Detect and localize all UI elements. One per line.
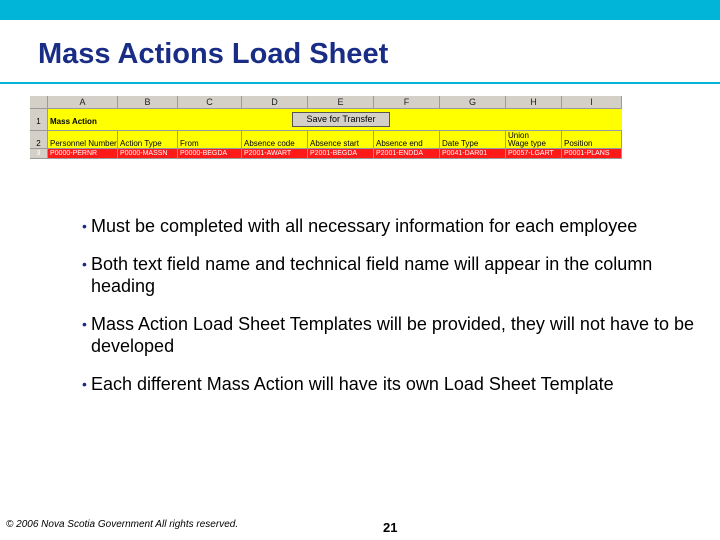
technical-cell: P0001-PLANS: [562, 149, 622, 159]
bullet-icon: •: [82, 218, 87, 234]
sheet-row-1: [30, 109, 622, 131]
row-number: 2: [30, 131, 48, 149]
column-header-g: G: [440, 96, 506, 109]
column-header-a: A: [48, 96, 118, 109]
technical-cell: P0057-LGART: [506, 149, 562, 159]
row-number: 1: [30, 109, 48, 131]
bullet-icon: •: [82, 316, 87, 332]
bullet-text: Mass Action Load Sheet Templates will be provided, they will not have to be developed: [91, 314, 695, 356]
technical-cell: P2001-ENDDA: [374, 149, 440, 159]
header-cell: Position: [562, 131, 622, 149]
top-accent-bar: [0, 0, 720, 20]
header-cell: Personnel Number: [48, 131, 118, 149]
wage-type-label: Wage type: [508, 139, 546, 148]
bullet-item: [82, 373, 702, 395]
bullet-list: [82, 215, 702, 411]
technical-cell: P0000-MASSN: [118, 149, 178, 159]
union-label: Union: [508, 131, 529, 140]
copyright-footer: © 2006 Nova Scotia Government All rights reserved.: [6, 519, 239, 530]
column-header-c: C: [178, 96, 242, 109]
header-cell: Date Type: [440, 131, 506, 149]
column-header-b: B: [118, 96, 178, 109]
sheet-row-2-headers: [30, 131, 622, 149]
bullet-icon: •: [82, 256, 87, 272]
column-header-h: H: [506, 96, 562, 109]
slide-title: Mass Actions Load Sheet: [38, 38, 389, 70]
sheet-row-3-technical: [30, 149, 622, 159]
bullet-text: Must be completed with all necessary information for each employee: [91, 216, 638, 236]
bullet-text: Both text field name and technical field name will appear in the column heading: [91, 254, 653, 296]
technical-cell: P2001-BEGDA: [308, 149, 374, 159]
title-divider: [0, 82, 720, 84]
column-header-i: I: [562, 96, 622, 109]
row-number: 3: [30, 149, 48, 159]
bullet-item: [82, 253, 702, 297]
column-header-e: E: [308, 96, 374, 109]
bullet-text: Each different Mass Action will have its own Load Sheet Template: [91, 374, 614, 394]
bullet-icon: •: [82, 376, 87, 392]
spreadsheet-screenshot: [30, 96, 622, 168]
header-cell: From: [178, 131, 242, 149]
mass-action-label: Mass Action: [48, 109, 622, 131]
technical-cell: P0000-BEGDA: [178, 149, 242, 159]
page-number: 21: [383, 520, 398, 535]
header-cell: Absence start: [308, 131, 374, 149]
column-header-row: [30, 96, 622, 109]
column-header-d: D: [242, 96, 308, 109]
corner-cell: [30, 96, 48, 109]
column-header-f: F: [374, 96, 440, 109]
header-cell-union: [506, 131, 562, 149]
bullet-item: [82, 215, 702, 237]
header-cell: Action Type: [118, 131, 178, 149]
header-cell: Absence end: [374, 131, 440, 149]
technical-cell: P0041-DAR01: [440, 149, 506, 159]
header-cell: Absence code: [242, 131, 308, 149]
technical-cell: P0000-PERNR: [48, 149, 118, 159]
save-for-transfer-button: Save for Transfer: [292, 112, 390, 127]
bullet-item: [82, 313, 702, 357]
technical-cell: P2001-AWART: [242, 149, 308, 159]
